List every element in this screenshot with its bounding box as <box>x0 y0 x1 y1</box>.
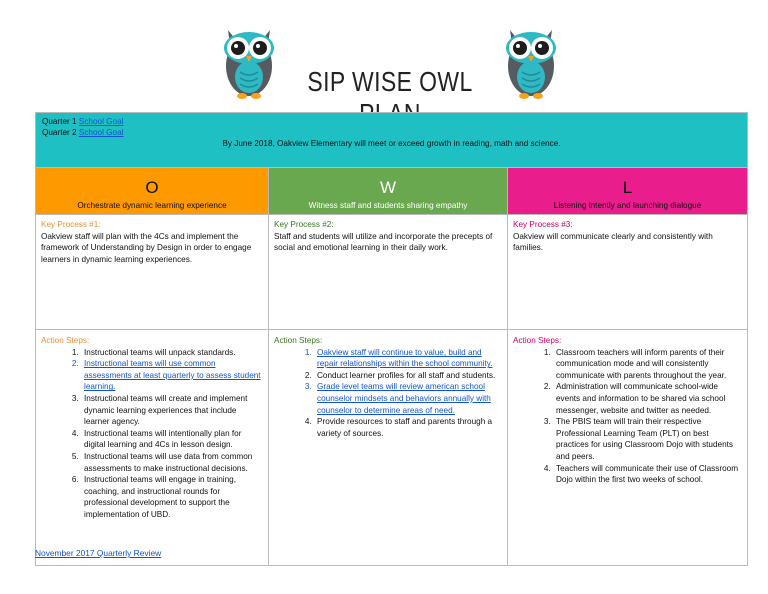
quarter-1-label: Quarter 1 <box>42 117 77 126</box>
action-steps-3 <box>508 330 748 566</box>
header-letter: O <box>145 178 159 197</box>
action-step: 2. Conduct learner profiles for all staff and students. <box>314 370 502 382</box>
owl-icon <box>222 22 276 100</box>
header-o <box>36 168 269 215</box>
header-letter: L <box>622 178 633 197</box>
action-step-link[interactable]: 2. Instructional teams will use common assessments at least quarterly to assess student learning. <box>81 358 263 393</box>
action-step: 4. Teachers will communicate their use of Classroom Dojo within the first two weeks of school. <box>553 463 742 486</box>
header-w <box>269 168 508 215</box>
action-steps-2 <box>269 330 508 566</box>
action-step: 2. Administration will communicate school-wide events and information to be shared via school messenger, website and twitter as needed. <box>553 381 742 416</box>
action-step: 3. The PBIS team will train their respective Professional Learning Team (PLT) on best practices for using Classroom Dojo with students and peers. <box>553 416 742 462</box>
quarter-2-school-goal-link[interactable]: School Goal <box>78 128 124 137</box>
quarter-1-line <box>42 116 741 127</box>
key-process-1 <box>36 215 269 330</box>
action-steps-label: Action Steps: <box>513 336 562 345</box>
key-process-2 <box>269 215 508 330</box>
key-process-label: Key Process #3: <box>513 220 573 229</box>
title-row <box>0 0 768 112</box>
action-steps-list <box>274 347 502 440</box>
action-step: 3. Instructional teams will create and implement dynamic learning experiences that include learner agency. <box>81 393 263 428</box>
action-steps-label: Action Steps: <box>41 336 90 345</box>
key-process-label: Key Process #1: <box>41 220 101 229</box>
key-process-3 <box>508 215 748 330</box>
header-l <box>508 168 748 215</box>
header-letter: W <box>379 178 397 197</box>
action-step: 4. Provide resources to staff and parents through a variety of sources. <box>314 416 502 439</box>
key-process-text: Oakview will communicate clearly and consistently with families. <box>513 231 713 253</box>
key-process-label: Key Process #2: <box>274 220 334 229</box>
page-title: SIP WISE OWL <box>307 66 473 97</box>
quarterly-review-link[interactable]: November 2017 Quarterly Review <box>35 548 162 558</box>
key-process-text: Staff and students will utilize and incorporate the precepts of social and emotional learning in their daily work. <box>274 231 493 253</box>
plan-table <box>35 112 748 566</box>
quarter-1-school-goal-link[interactable]: School Goal <box>78 117 124 126</box>
header-phrase: Listening intently and launching dialogue <box>553 201 702 210</box>
owl-icon <box>504 22 558 100</box>
action-step: 5. Instructional teams will use data from common assessments to make instructional decisions. <box>81 451 263 474</box>
action-step: 6. Instructional teams will engage in training, coaching, and instructional rounds for professional development to support the implementation of UBD. <box>81 474 263 520</box>
goal-banner <box>36 113 748 168</box>
action-step: 4. Instructional teams will intentionally plan for digital learning and 4Cs in lesson design. <box>81 428 263 451</box>
key-process-text: Oakview staff will plan with the 4Cs and implement the framework of Understanding by Design in order to engage learners in dynamic learning experiences. <box>41 231 252 264</box>
action-step: 1. Classroom teachers will inform parents of their communication mode and will consistently communicate with parents throughout the year. <box>553 347 742 382</box>
action-steps-list <box>41 347 263 521</box>
school-goal-text: By June 2018, Oakview Elementary will meet or exceed growth in reading, math and science. <box>222 139 561 148</box>
header-phrase: Witness staff and students sharing empathy <box>308 201 468 210</box>
action-steps-list <box>513 347 742 486</box>
action-steps-1 <box>36 330 269 566</box>
action-step: 1. Instructional teams will unpack standards. <box>81 347 263 359</box>
header-phrase: Orchestrate dynamic learning experience <box>77 201 227 210</box>
action-step-link[interactable]: 1. Oakview staff will continue to value, build and repair relationships within the school community. <box>314 347 502 370</box>
action-steps-label: Action Steps: <box>274 336 323 345</box>
quarter-2-label: Quarter 2 <box>42 128 77 137</box>
quarter-2-line <box>42 127 741 138</box>
action-step-link[interactable]: 3. Grade level teams will review american school counselor mindsets and behaviors annually with counselor to determine areas of need. <box>314 381 502 416</box>
